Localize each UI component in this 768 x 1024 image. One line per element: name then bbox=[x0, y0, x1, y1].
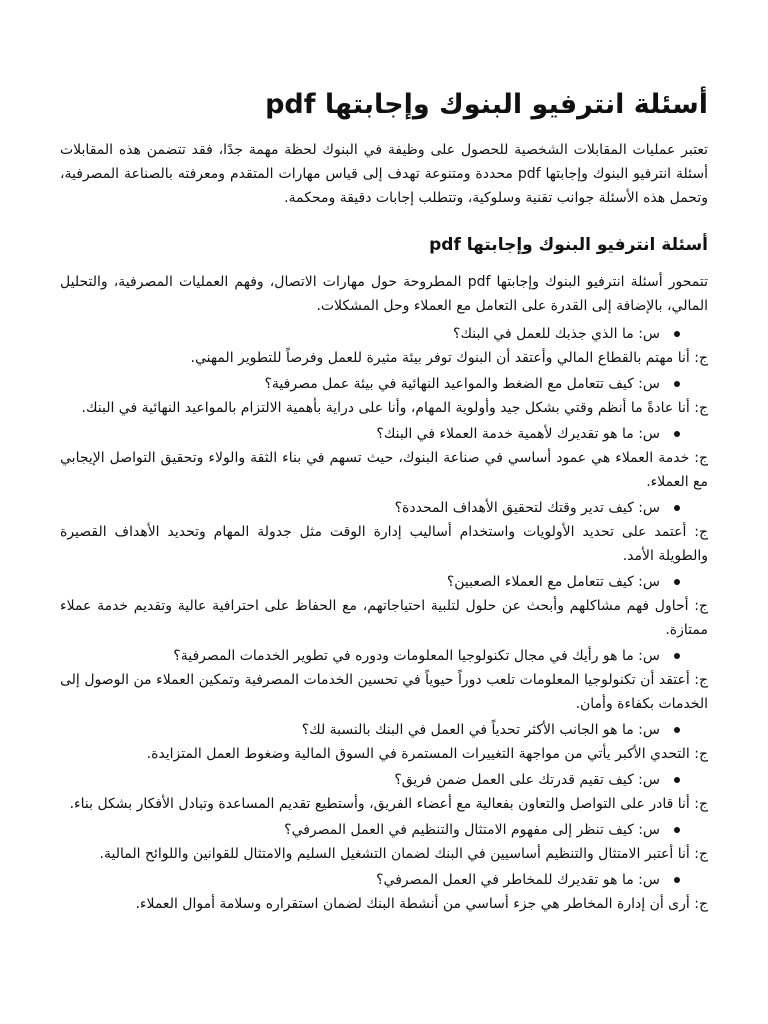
question-text: س: كيف تقيم قدرتك على العمل ضمن فريق؟ bbox=[394, 771, 660, 788]
question-item bbox=[60, 768, 708, 792]
bullet-icon bbox=[674, 827, 680, 833]
answer-text: ج: خدمة العملاء هي عمود أساسي في صناعة البنوك، حيث تسهم في بناء الثقة والولاء وتحقيق التواصل الإيجابي مع العملاء. bbox=[60, 449, 708, 490]
question-text: س: ما الذي جذبك للعمل في البنك؟ bbox=[453, 325, 660, 342]
bullet-icon bbox=[674, 331, 680, 337]
question-item bbox=[60, 570, 708, 594]
question-item bbox=[60, 644, 708, 668]
question-text: س: ما هو الجانب الأكثر تحدياً في العمل في البنك بالنسبة لك؟ bbox=[301, 721, 660, 738]
section-heading: أسئلة انترفيو البنوك وإجابتها pdf bbox=[429, 234, 708, 255]
qa-list bbox=[60, 322, 708, 916]
question-item bbox=[60, 496, 708, 520]
question-text: س: كيف تتعامل مع العملاء الصعبين؟ bbox=[446, 573, 660, 590]
answer-text: ج: أرى أن إدارة المخاطر هي جزء أساسي من أنشطة البنك لضمان استقراره وسلامة أموال العملاء. bbox=[135, 895, 708, 912]
question-text: س: ما هو تقديرك للمخاطر في العمل المصرفي؟ bbox=[376, 871, 660, 888]
question-text: س: ما هو رأيك في مجال تكنولوجيا المعلومات ودوره في تطوير الخدمات المصرفية؟ bbox=[173, 647, 660, 664]
bullet-icon bbox=[674, 505, 680, 511]
intro-paragraph: تعتبر عمليات المقابلات الشخصية للحصول على وظيفة في البنوك لحظة مهمة جدًا، فقد تتضمن هذه المقابلات أسئلة انترفيو البنوك وإجابتها pdf محددة ومتنوعة تهدف إلى قياس مهارات المتقدم ومعرفته بالصناعة المصرفية، وتحمل هذه الأسئلة جوانب تقنية وسلوكية، وتتطلب إجابات دقيقة ومحكمة. bbox=[60, 141, 708, 206]
bullet-icon bbox=[674, 727, 680, 733]
question-item bbox=[60, 718, 708, 742]
bullet-icon bbox=[674, 653, 680, 659]
answer-text: ج: أنا مهتم بالقطاع المالي وأعتقد أن البنوك توفر بيئة مثيرة للعمل وفرصاً للتطوير المهني. bbox=[190, 349, 708, 366]
question-item bbox=[60, 372, 708, 396]
question-item bbox=[60, 322, 708, 346]
bullet-icon bbox=[674, 579, 680, 585]
answer-text: ج: أنا قادر على التواصل والتعاون بفعالية مع أعضاء الفريق، وأستطيع تقديم المساعدة وتبادل الأفكار بشكل بناء. bbox=[69, 795, 708, 812]
question-text: س: كيف تنظر إلى مفهوم الامتثال والتنظيم في العمل المصرفي؟ bbox=[284, 821, 660, 838]
answer-text: ج: أعتقد أن تكنولوجيا المعلومات تلعب دوراً حيوياً في تحسين الخدمات المصرفية وتمكين العملاء من الوصول إلى الخدمات بكفاءة وأمان. bbox=[60, 671, 708, 712]
question-item bbox=[60, 422, 708, 446]
page-title: أسئلة انترفيو البنوك وإجابتها pdf bbox=[265, 89, 708, 120]
question-text: س: كيف تتعامل مع الضغط والمواعيد النهائية في بيئة عمل مصرفية؟ bbox=[264, 375, 660, 392]
section-intro-paragraph: تتمحور أسئلة انترفيو البنوك وإجابتها pdf المطروحة حول مهارات الاتصال، وفهم العمليات المصرفية، والتحليل المالي، بالإضافة إلى القدرة على التعامل مع العملاء وحل المشكلات. bbox=[60, 273, 709, 314]
bullet-icon bbox=[674, 777, 680, 783]
question-text: س: ما هو تقديرك لأهمية خدمة العملاء في البنك؟ bbox=[376, 425, 660, 442]
question-item bbox=[60, 868, 708, 892]
question-text: س: كيف تدير وقتك لتحقيق الأهداف المحددة؟ bbox=[394, 499, 660, 516]
bullet-icon bbox=[674, 381, 680, 387]
bullet-icon bbox=[674, 877, 680, 883]
answer-text: ج: أنا عادةً ما أنظم وقتي بشكل جيد وأولوية المهام، وأنا على دراية بأهمية الالتزام بالمواعيد النهائية في البنك. bbox=[81, 399, 708, 416]
question-item bbox=[60, 818, 708, 842]
answer-text: ج: أنا أعتبر الامتثال والتنظيم أساسيين في البنك لضمان التشغيل السليم والامتثال للقوانين واللوائح المالية. bbox=[99, 845, 708, 862]
bullet-icon bbox=[674, 431, 680, 437]
answer-text: ج: أحاول فهم مشاكلهم وأبحث عن حلول لتلبية احتياجاتهم، مع الحفاظ على احترافية عالية وتقديم خدمة عملاء ممتازة. bbox=[60, 597, 708, 638]
answer-text: ج: التحدي الأكبر يأتي من مواجهة التغييرات المستمرة في السوق المالية وضغوط العمل المتزايدة. bbox=[146, 745, 708, 762]
answer-text: ج: أعتمد على تحديد الأولويات واستخدام أساليب إدارة الوقت مثل جدولة المهام وتحديد الأهداف القصيرة والطويلة الأمد. bbox=[60, 523, 708, 564]
